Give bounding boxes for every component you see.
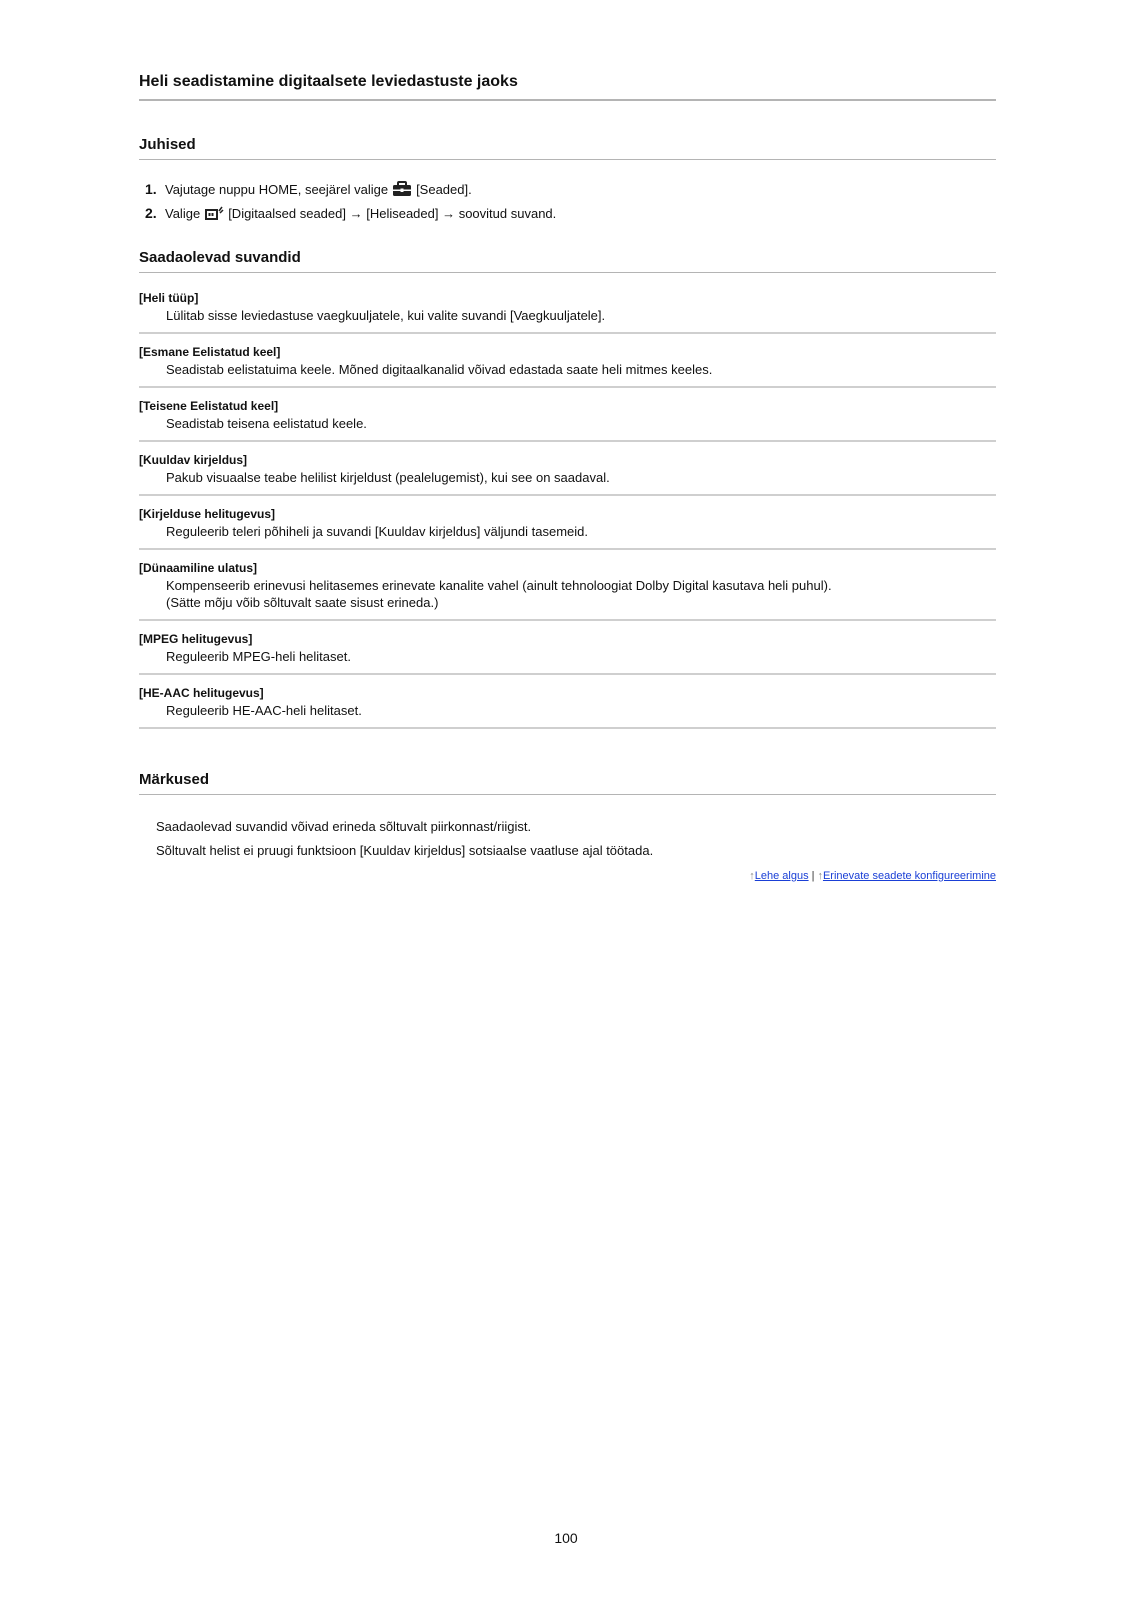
step-number: 2. [145,205,157,221]
notes-list [156,815,996,863]
options-list [139,290,996,729]
option-item [139,496,996,550]
step-text-before: Valige [165,205,201,221]
page-number: 100 [554,1530,578,1546]
options-heading: Saadaolevad suvandid [139,249,996,273]
option-item [139,621,996,675]
step-text-after: [Seaded]. [416,181,472,197]
step-text-after: [Digitaalsed seaded] → [Heliseaded] → soovitud suvand. [228,205,557,221]
footer-links [749,869,996,883]
digital-settings-icon [204,205,224,221]
option-term: [Dünaamiline ulatus] [139,561,258,575]
option-description: Seadistab teisena eelistatud keele. [166,416,367,431]
option-term: [HE-AAC helitugevus] [139,686,264,700]
option-description-note: (Sätte mõju võib sõltuvalt saate sisust erineda.) [166,595,439,610]
option-description: Kompenseerib erinevusi helitasemes erinevate kanalite vahel (ainult tehnoloogiat Dolby Digital kasutava heli puhul). [166,578,832,593]
option-item [139,334,996,388]
option-description: Reguleerib teleri põhiheli ja suvandi [Kuuldav kirjeldus] väljundi tasemeid. [166,524,589,539]
notes-heading: Märkused [139,771,996,795]
note-item: Sõltuvalt helist ei pruugi funktsioon [Kuuldav kirjeldus] sotsiaalse vaatluse ajal töötada. [156,843,654,858]
option-term: [Teisene Eelistatud keel] [139,399,279,413]
step-text-before: Vajutage nuppu HOME, seejärel valige [165,181,389,197]
option-item [139,442,996,496]
option-term: [Esmane Eelistatud keel] [139,345,281,359]
option-description: Pakub visuaalse teabe helilist kirjeldust (pealelugemist), kui see on saadaval. [166,470,610,485]
back-to-top-link[interactable]: Lehe algus [754,870,809,882]
option-item [139,675,996,729]
page-title: Heli seadistamine digitaalsete leviedastuste jaoks [139,72,996,101]
option-term: [Kirjelduse helitugevus] [139,507,276,521]
configure-settings-link[interactable]: Erinevate seadete konfigureerimine [822,870,996,882]
option-description: Lülitab sisse leviedastuse vaegkuuljatele, kui valite suvandi [Vaegkuuljatele]. [166,308,606,323]
option-item [139,290,996,334]
step-number: 1. [145,181,157,197]
instructions-heading: Juhised [139,136,996,160]
steps-list [139,177,996,225]
link-separator: | [811,870,815,882]
option-description: Seadistab eelistatuima keele. Mõned digitaalkanalid võivad edastada saate heli mitmes keeles. [166,362,713,377]
note-item: Saadaolevad suvandid võivad erineda sõltuvalt piirkonnast/riigist. [156,819,532,834]
step-2 [139,201,996,225]
up-arrow-icon: ↑ [817,870,823,882]
option-description: Reguleerib MPEG-heli helitaset. [166,649,351,664]
up-arrow-icon: ↑ [749,870,755,882]
option-term: [Kuuldav kirjeldus] [139,453,248,467]
option-term: [Heli tüüp] [139,291,199,305]
option-item [139,550,996,621]
option-term: [MPEG helitugevus] [139,632,253,646]
toolbox-icon [392,181,412,197]
step-1 [139,177,996,201]
option-description: Reguleerib HE-AAC-heli helitaset. [166,703,362,718]
option-item [139,388,996,442]
